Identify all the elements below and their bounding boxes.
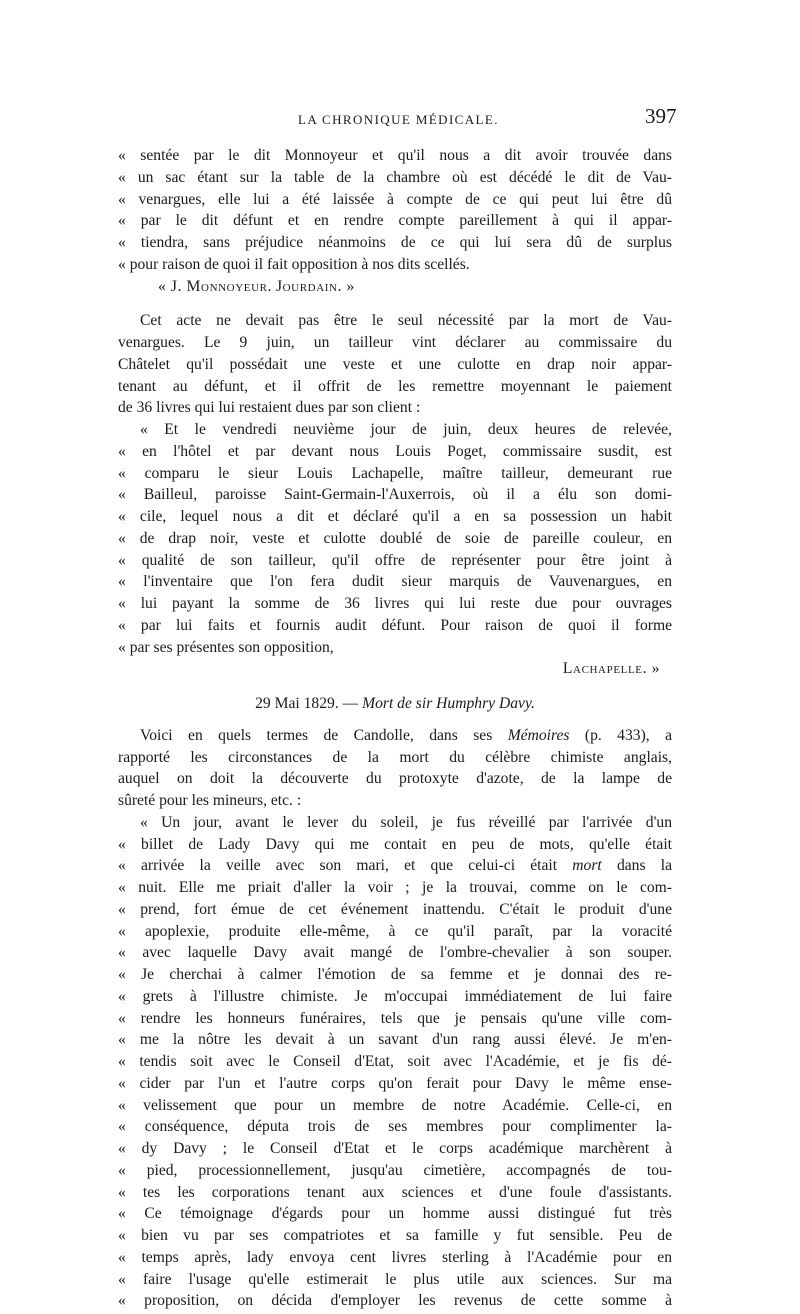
running-title: LA CHRONIQUE MÉDICALE. <box>298 112 499 127</box>
text-line: « en l'hôtel et par devant nous Louis Poget, commissaire susdit, est <box>118 442 672 460</box>
text-line: auquel on doit la découverte du protoxyte d'azote, de la lampe de <box>118 770 672 788</box>
text-line: « dy Davy ; le Conseil d'Etat et le corps académique marchèrent à <box>118 1140 672 1157</box>
text-line: venargues. Le 9 juin, un tailleur vint déclarer au commissaire du <box>118 334 672 351</box>
text-line: « avec laquelle Davy avait mangé de l'ombre-chevalier à son souper. <box>118 944 672 962</box>
text-line: « proposition, on décida d'employer les revenus de cette somme à <box>118 1292 672 1310</box>
text-line: « Et le vendredi neuvième jour de juin, deux heures de relevée, <box>140 421 672 438</box>
text-line: « venargues, elle lui a été laissée à compte de ce qui peut lui être dû <box>118 190 672 208</box>
text-line: « tendis soit avec le Conseil d'Etat, soit avec l'Académie, et je fis dé- <box>118 1053 672 1070</box>
section-title: Mort de sir Humphry Davy. <box>362 695 535 712</box>
text-line: « pour raison de quoi il fait opposition à nos dits scellés. <box>118 255 470 273</box>
text-line: « me la nôtre les devait à un savant d'un rang aussi élevé. Je m'en- <box>118 1031 672 1049</box>
text-line: « un sac étant sur la table de la chambre où est décédé le dit de Vau- <box>118 168 672 186</box>
signature-lachapelle: Lachapelle. » <box>562 660 660 678</box>
text-line: « apoplexie, produite elle-même, à ce qu'il paraît, par la voracité <box>118 922 672 940</box>
text-fragment: « arrivée la veille avec son mari, et que celui-ci était <box>118 857 573 875</box>
text-line: « Un jour, avant le lever du soleil, je fus réveillé par l'arrivée d'un <box>140 813 672 831</box>
paragraph-candolle <box>118 725 672 812</box>
signature-line <box>118 276 672 298</box>
page-number: 397 <box>645 104 677 128</box>
text-line: « rendre les honneurs funéraires, tels que je pensais qu'une ville com- <box>118 1009 672 1027</box>
text-line: « lui payant la somme de 36 livres qui lui reste due pour ouvrages <box>118 595 672 612</box>
text-line: « par lui faits et fournis audit défunt. Pour raison de quoi il forme <box>118 616 672 634</box>
text-line: tenant au défunt, et il offrit de les remettre moyennant le paiement <box>118 377 672 395</box>
page-header <box>0 104 800 134</box>
text-line: « par ses présentes son opposition, <box>118 638 334 656</box>
signature-jourdain: Jourdain. » <box>275 277 355 295</box>
text-line: rapporté les circonstances de la mort du célèbre chimiste anglais, <box>118 748 672 766</box>
text-line: « de drap noir, veste et culotte doublé de soie de pareille couleur, en <box>118 529 672 547</box>
text-fragment: (p. 433), a <box>569 726 672 744</box>
memoires-title: Mémoires <box>507 726 570 744</box>
text-line: « temps après, lady envoya cent livres sterling à l'Académie pour en <box>118 1248 672 1266</box>
text-line <box>118 725 672 747</box>
text-line <box>118 855 672 877</box>
section-heading <box>118 693 672 715</box>
text-line: « cider par l'un et l'autre corps qu'on ferait pour Davy le même ense- <box>118 1074 672 1092</box>
text-line: « faire l'usage qu'elle estimerait le plus utile aux sciences. Sur ma <box>118 1270 672 1288</box>
text-line: « par le dit défunt et en rendre compte pareillement à qui il appar- <box>118 212 672 230</box>
text-line: Châtelet qu'il possédait une veste et une culotte en drap noir appar- <box>118 355 672 373</box>
text-column <box>118 145 672 1312</box>
mort-word: mort <box>572 857 602 875</box>
signature-monnoyeur: « J. Monnoyeur. <box>158 277 273 295</box>
text-line: « velissement que pour un membre de notre Académie. Celle-ci, en <box>118 1096 672 1114</box>
text-line: « Ce témoignage d'égards pour un homme aussi distingué fut très <box>118 1205 672 1223</box>
text-line: « bien vu par ses compatriotes et sa famille y fut sensible. Peu de <box>118 1227 672 1244</box>
text-line: « grets à l'illustre chimiste. Je m'occupai immédiatement de lui faire <box>118 987 672 1005</box>
text-line: de 36 livres qui lui restaient dues par son client : <box>118 399 421 417</box>
text-line: « nuit. Elle me priait d'aller la voir ; je la trouvai, comme on le com- <box>118 879 672 896</box>
text-line: « Je cherchai à calmer l'émotion de sa femme et je donnai des re- <box>118 966 672 983</box>
quote-lachapelle <box>118 419 672 680</box>
text-line: « tiendra, sans préjudice néanmoins de ce qui lui sera dû de surplus <box>118 234 672 251</box>
text-line: « conséquence, députa trois de ses membres pour complimenter la- <box>118 1118 672 1136</box>
text-line: sûreté pour les mineurs, etc. : <box>118 792 302 809</box>
quote-monnoyeur <box>118 145 672 297</box>
text-fragment: dans la <box>601 857 672 875</box>
text-line: « qualité de son tailleur, qu'il offre de représenter pour être joint à <box>118 551 672 569</box>
text-line: « pied, processionnellement, jusqu'au cimetière, accompagnés de tou- <box>118 1161 672 1179</box>
section-date: 29 Mai 1829. — <box>255 695 359 712</box>
text-line: « billet de Lady Davy qui me contait en peu de mots, qu'elle était <box>118 835 672 853</box>
text-line: « prend, fort émue de cet événement inattendu. C'était le produit d'une <box>118 900 672 918</box>
text-line: « l'inventaire que l'on fera dudit sieur marquis de Vauvenargues, en <box>118 573 672 591</box>
text-line: « tes les corporations tenant aux sciences et d'une foule d'assistants. <box>118 1183 672 1201</box>
text-line: Cet acte ne devait pas être le seul nécessité par la mort de Vau- <box>140 312 672 330</box>
text-line: « cile, lequel nous a dit et déclaré qu'il a en sa possession un habit <box>118 508 672 525</box>
text-fragment: Voici en quels termes de Candolle, dans ses <box>140 726 508 744</box>
text-line: « sentée par le dit Monnoyeur et qu'il nous a dit avoir trouvée dans <box>118 147 672 164</box>
paragraph-vauvenargues <box>118 310 672 419</box>
text-line: « Bailleul, paroisse Saint-Germain-l'Auxerrois, où il a élu son domi- <box>118 486 672 504</box>
quote-davy <box>118 812 672 1312</box>
text-line: « comparu le sieur Louis Lachapelle, maître tailleur, demeurant rue <box>118 464 672 482</box>
